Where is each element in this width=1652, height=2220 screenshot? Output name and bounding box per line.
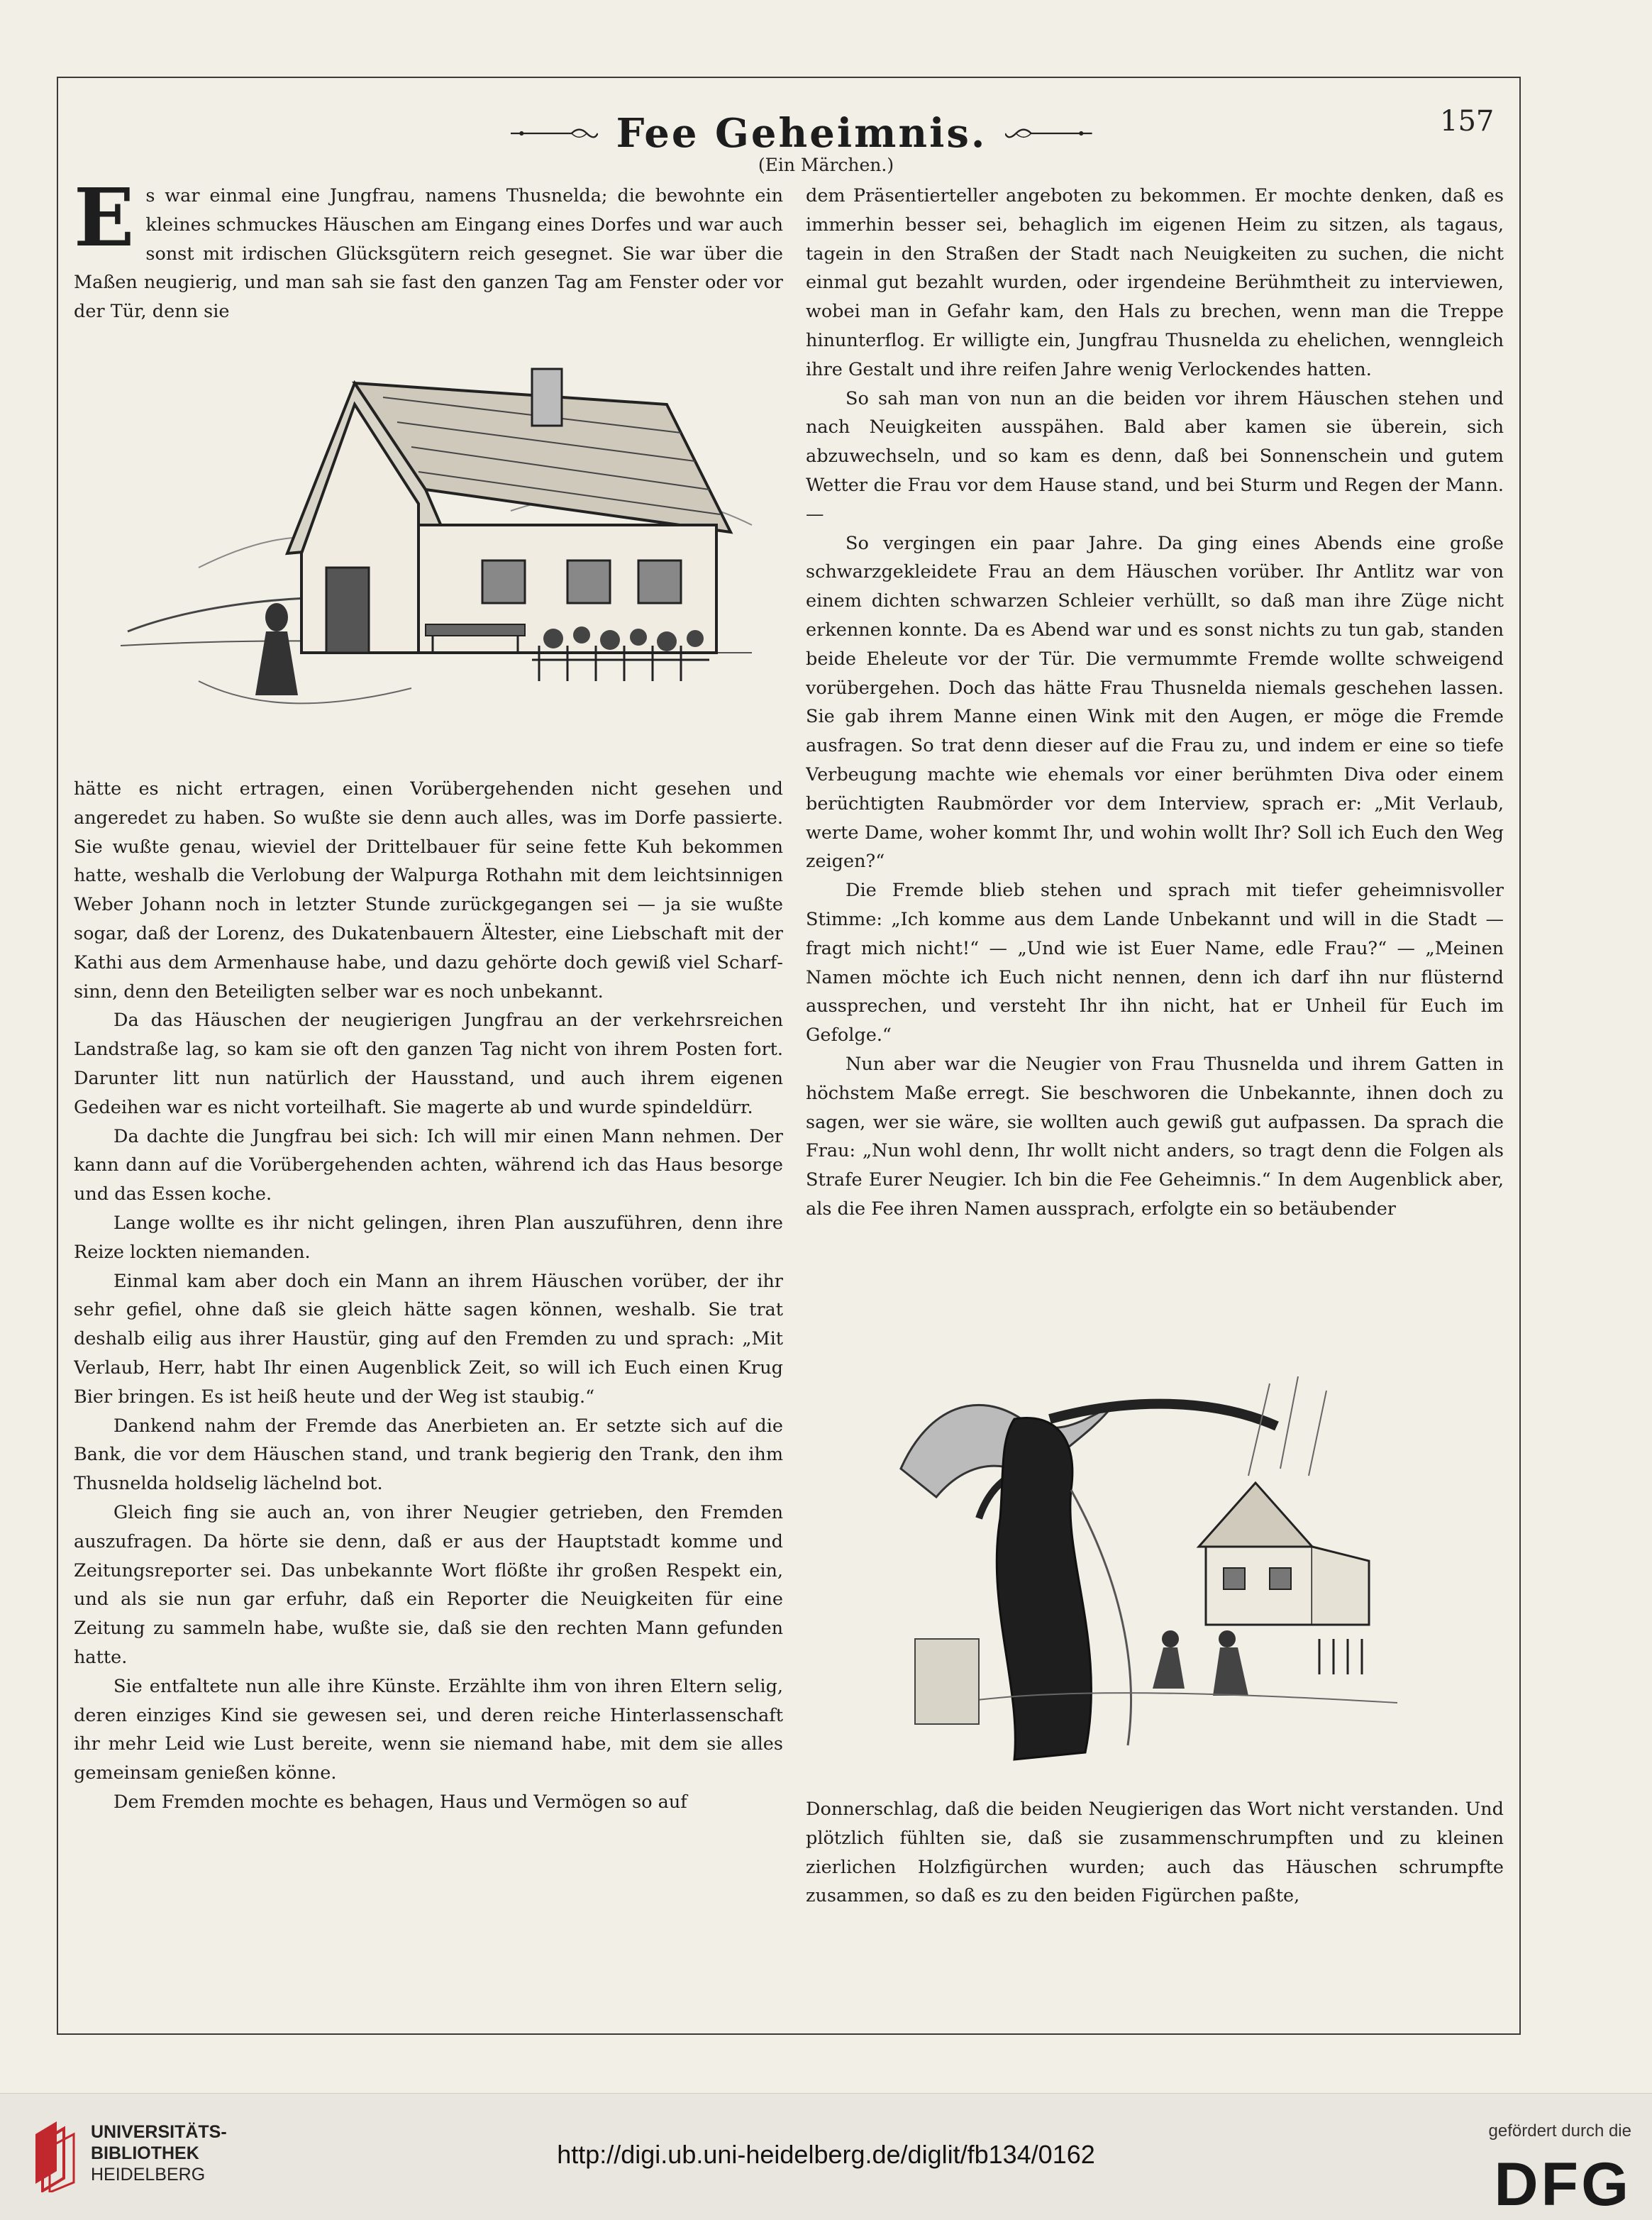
left-paragraph-1: hätte es nicht ertragen, einen Vorübergehenden nicht gesehen und angeredet zu haben. So wußte sie denn auch alles, was im Dorfe passierte. Sie wußte genau, wieviel der Drittelbauer für seine fette Kuh bekommen hatte, weshalb die Verlobung der Walpurga Rothahn mit dem leichtsinnigen Weber Johann noch in letzter Stunde zurückgegangen sei — ja sie wußte sogar, daß der Lorenz, des Dukatenbauern Ältester, eine Liebschaft mit der Kathi aus dem Armenhause habe, und dazu gehörte doch gewiß viel Scharfsinn, denn den Beteiligten selber war es noch unbekannt. (74, 778, 783, 1003)
library-line-3: HEIDELBERG (91, 2165, 206, 2185)
fairy-illustration (872, 1376, 1426, 1774)
dfg-logo: DFG (1494, 2150, 1631, 2219)
page-number: 157 (1440, 105, 1495, 138)
right-paragraph-final: Donnerschlag, daß die beiden Neugierigen das Wort nicht verstanden. Und plötzlich fühlten sie, daß sie zusammenschrumpften und zu kleinen zierlichen Holzfigürchen wurden; auch das Häuschen schrumpfte zusammen, so daß es zu den beiden Figürchen paßte, (806, 1799, 1504, 1907)
article-subtitle: (Ein Märchen.) (758, 155, 894, 175)
left-column-intro (74, 182, 783, 359)
library-line-1: UNIVERSITÄTS- (91, 2122, 227, 2142)
library-line-2: BIBLIOTHEK (91, 2143, 199, 2163)
source-url-link[interactable]: http://digi.ub.uni-heidelberg.de/diglit/fb134/0162 (557, 2140, 1095, 2169)
intro-text: s war einmal eine Jungfrau, namens Thusnelda; die bewohnte ein kleines schmuckes Häuschen am Eingang eines Dorfes und war auch sonst mit irdischen Glücksgütern reich gesegnet. Sie war über die Maßen neugierig, und man sah sie fast den ganzen Tag am Fenster oder vor der Tür, denn sie (74, 185, 783, 323)
drop-cap: E (74, 182, 135, 265)
title-ornament-left-icon (511, 123, 598, 144)
right-column-bottom (806, 1795, 1504, 1923)
left-paragraph-3: Da dachte die Jungfrau bei sich: Ich will mir einen Mann nehmen. Der kann dann auf die Vorübergehenden achten, während ich das Haus besorge und das Essen koche. (74, 1125, 783, 1205)
left-paragraph-4: Lange wollte es ihr nicht gelingen, ihren Plan auszuführen, denn ihre Reize lockten niemanden. (74, 1212, 783, 1263)
left-paragraph-2: Da das Häuschen der neugierigen Jungfrau an der verkehrsreichen Landstraße lag, so kam sie oft den ganzen Tag nicht von ihrem Posten fort. Darunter litt nun natürlich der Hausstand, und auch ihrem eigenen Gedeihen war es nicht vorteilhaft. Sie magerte ab und wurde spindeldürr. (74, 1010, 783, 1118)
right-paragraph-1: dem Präsentierteller angeboten zu bekommen. Er mochte denken, daß es immerhin besser sei, behaglich im eigenen Heim zu sitzen, als tagaus, tagein in den Straßen der Stadt nach Neuigkeiten zu suchen, die nicht einmal gut bezahlt wurden, oder irgendeine Berühmtheit zu interviewen, wobei man in Gefahr kam, den Hals zu brechen, wenn man die Treppe hinunterflog. Er willigte ein, Jungfrau Thusnelda zu ehelichen, wenngleich ihre Gestalt und ihre reifen Jahre wenig Verlockendes hatten. (806, 185, 1504, 380)
cottage-illustration (113, 355, 766, 752)
funded-by-label: gefördert durch die (1488, 2121, 1631, 2141)
intro-paragraph (74, 182, 783, 326)
left-paragraph-7: Gleich fing sie auch an, von ihrer Neugier getrieben, den Fremden auszufragen. Da hörte sie denn, daß er aus der Hauptstadt komme und Zeitungsreporter sei. Das unbekannte Wort flößte ihr großen Respekt ein, und als sie nun gar erfuhr, daß ein Reporter die Neuigkeiten für eine Zeitung zu sammeln habe, wußte sie, daß sie den rechten Mann gefunden hatte. (74, 1501, 783, 1668)
right-paragraph-3: So vergingen ein paar Jahre. Da ging eines Abends eine große schwarzgekleidete Frau an dem Häuschen vorüber. Ihr Antlitz war von einem dichten schwarzen Schleier verhüllt, so daß man ihre Züge nicht erkennen konnte. Da es Abend war und es sonst nichts zu tun gab, standen beide Eheleute vor der Tür. Die vermummte Fremde wollte schweigend vorübergehen. Doch das hätte Frau Thusnelda niemals geschehen lassen. Sie gab ihrem Manne einen Wink mit den Augen, er möge die Fremde ausfragen. So trat denn dieser auf die Frau zu, und indem er eine so tiefe Verbeugung machte wie ehemals vor einer berühmten Diva oder einem berüchtigten Raubmörder vor dem Interview, sprach er: „Mit Verlaub, werte Dame, woher kommt Ihr, und wohin wollt Ihr? Soll ich Euch den Weg zeigen?“ (806, 532, 1504, 873)
article-title: Fee Geheimnis. (616, 110, 987, 157)
right-paragraph-5: Nun aber war die Neugier von Frau Thusnelda und ihrem Gatten in höchstem Maße erregt. Sie beschworen die Unbekannte, ihnen doch zu sagen, wer sie wäre, sie wollten auch gewiß gut aufpassen. Da sprach die Frau: „Nun wohl denn, Ihr wollt nicht anders, so tragt denn die Folgen als Strafe Eurer Neugier. Ich bin die Fee Geheimnis.“ In dem Augenblick aber, als die Fee ihren Namen aussprach, erfolgte ein so betäubender (806, 1053, 1504, 1220)
right-paragraph-2: So sah man von nun an die beiden vor ihrem Häuschen stehen und nach Neuigkeiten ausspähen. Bald aber kamen sie überein, sich abzuwechseln, und so kam es denn, daß bei Sonnenschein und gutem Wetter die Frau vor dem Hause stand, und bei Sturm und Regen der Mann. — (806, 387, 1504, 525)
left-paragraph-5: Einmal kam aber doch ein Mann an ihrem Häuschen vorüber, der ihr sehr gefiel, ohne daß sie gleich hätte sagen können, weshalb. Sie trat deshalb eilig aus ihrer Haustür, ging auf den Fremden zu und sprach: „Mit Verlaub, Herr, habt Ihr einen Augenblick Zeit, so will ich Euch einen Krug Bier bringen. Es ist heiß heute und der Weg ist staubig.“ (74, 1270, 783, 1408)
left-paragraph-9: Dem Fremden mochte es behagen, Haus und Vermögen so auf (113, 1791, 687, 1813)
right-column-text (806, 182, 1504, 1366)
right-paragraph-4: Die Fremde blieb stehen und sprach mit tiefer geheimnisvoller Stimme: „Ich komme aus dem Lande Unbekannt und will in die Stadt — fragt mich nicht!“ — „Und wie ist Euer Name, edle Frau?“ — „Meinen Namen möchte ich Euch nicht nennen, denn ich darf ihn nur flüsternd aussprechen, und versteht Ihr ihn nicht, hat er Unheil für Euch im Gefolge.“ (806, 880, 1504, 1047)
left-column-text (74, 775, 783, 1896)
left-paragraph-8: Sie entfaltete nun alle ihre Künste. Erzählte ihm von ihren Eltern selig, deren einziges Kind sie gewesen sei, und deren reiche Hinterlassenschaft ihr mehr Leid wie Lust bereite, wenn sie niemand habe, mit dem sie alles gemeinsam genießen könne. (74, 1675, 783, 1784)
left-paragraph-6: Dankend nahm der Fremde das Anerbieten an. Er setzte sich auf die Bank, die vor dem Häuschen stand, und trank begierig den Trank, den ihm Thusnelda holdselig lächelnd bot. (74, 1415, 783, 1495)
title-ornament-right-icon (1005, 123, 1092, 144)
title-row (511, 105, 1092, 162)
